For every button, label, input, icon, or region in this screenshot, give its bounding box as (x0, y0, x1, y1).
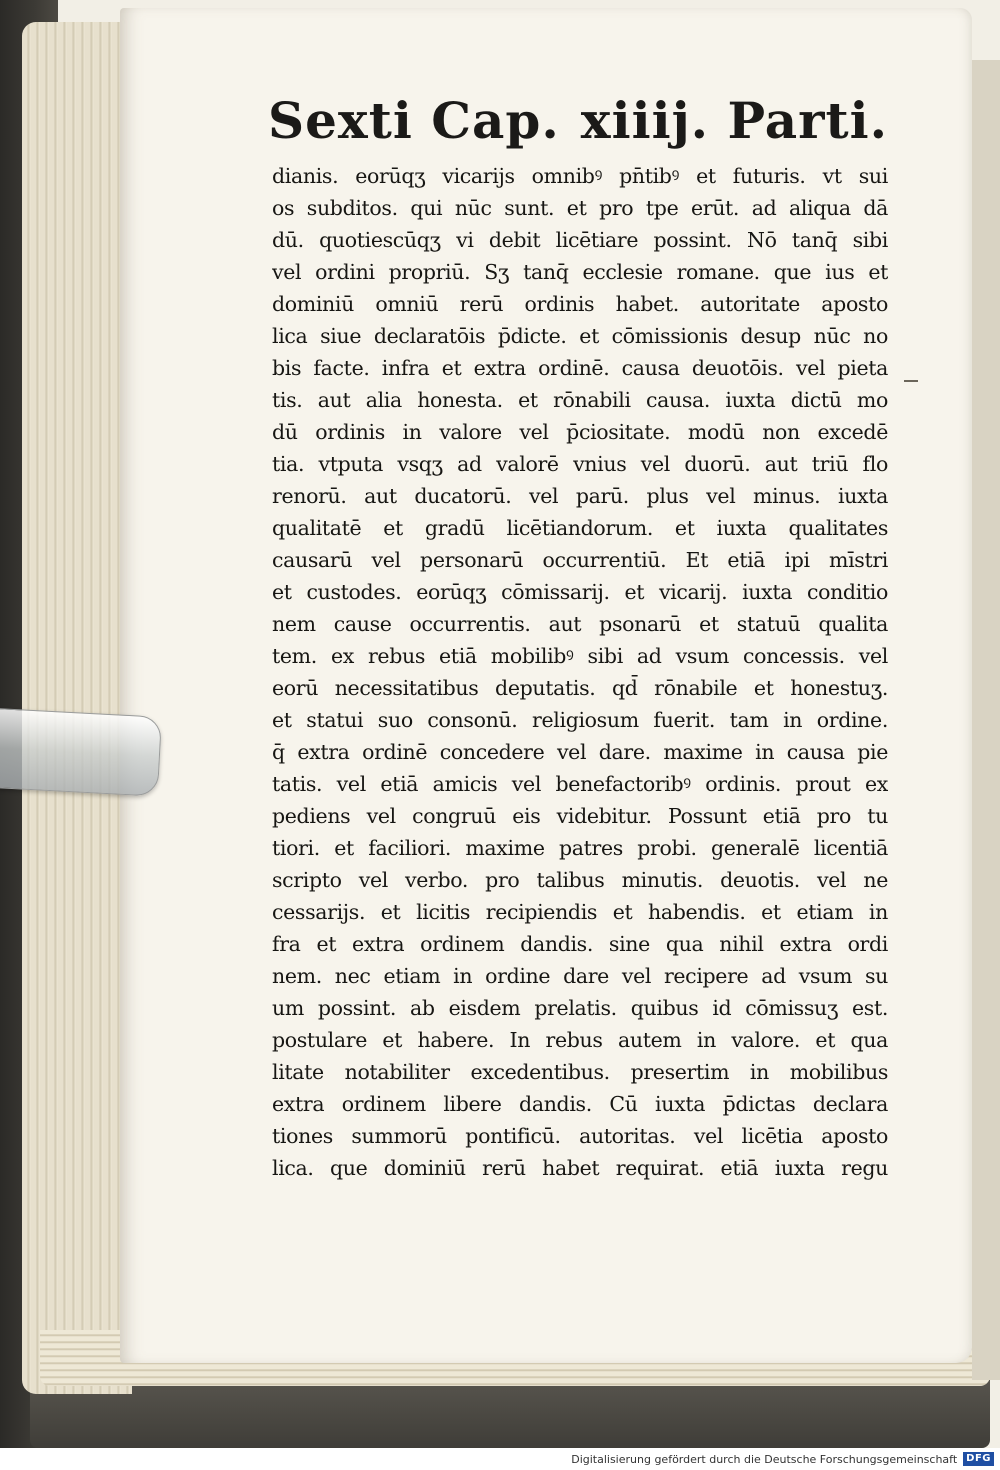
text-line: postulare et habere. In rebus autem in valore. et qua (272, 1028, 888, 1052)
text-line: eorū necessitatibus deputatis. qd̄ rōnabile et honestuʒ. (272, 676, 888, 700)
footer-credit-text: Digitalisierung gefördert durch die Deutsche Forschungsgemeinschaft (571, 1452, 958, 1466)
body-text (272, 160, 888, 1180)
text-line: bis facte. infra et extra ordinē. causa deuotōis. vel pieta (272, 356, 888, 380)
text-line: dianis. eorūqʒ vicarijs omnibꝰ pn̄tibꝰ et futuris. vt sui (272, 164, 888, 188)
text-line: um possint. ab eisdem prelatis. quibus id cōmissuʒ est. (272, 996, 888, 1020)
text-line: nem cause occurrentis. aut psonarū et statuū qualita (272, 612, 888, 636)
text-line: nem. nec etiam in ordine dare vel recipere ad vsum su (272, 964, 888, 988)
text-line: pediens vel congruū eis videbitur. Possunt etiā pro tu (272, 804, 888, 828)
page-edges-stack (22, 22, 132, 1394)
text-line: q̄ extra ordinē concedere vel dare. maxime in causa pie (272, 740, 888, 764)
bookmark-clip (0, 707, 162, 796)
text-line: tia. vtputa vsqʒ ad valorē vnius vel duorū. aut triū flo (272, 452, 888, 476)
text-line: lica. que dominiū rerū habet requirat. etiā iuxta regu (272, 1156, 888, 1180)
text-line: fra et extra ordinem dandis. sine qua nihil extra ordi (272, 932, 888, 956)
text-line: qualitatē et gradū licētiandorum. et iuxta qualitates (272, 516, 888, 540)
running-header-left: Sexti Cap. (268, 91, 560, 150)
text-line: cessarijs. et licitis recipiendis et habendis. et etiam in (272, 900, 888, 924)
text-line: tem. ex rebus etiā mobilibꝰ sibi ad vsum concessis. vel (272, 644, 888, 668)
running-header-right: xiiij. Parti. (580, 91, 888, 150)
text-line: scripto vel verbo. pro talibus minutis. deuotis. vel ne (272, 868, 888, 892)
footer-credit-bar (0, 1448, 1000, 1470)
text-line: dū ordinis in valore vel p̄ciositate. modū non excedē (272, 420, 888, 444)
text-line: et statui suo consonū. religiosum fuerit. tam in ordine. (272, 708, 888, 732)
text-line: vel ordini propriū. Sʒ tanq̄ ecclesie romane. que ius et (272, 260, 888, 284)
text-line: tis. aut alia honesta. et rōnabili causa. iuxta dictū mo (272, 388, 888, 412)
text-line: renorū. aut ducatorū. vel parū. plus vel minus. iuxta (272, 484, 888, 508)
text-line: causarū vel personarū occurrentiū. Et etiā ipi mīstri (272, 548, 888, 572)
text-line: dū. quotiescūqʒ vi debit licētiare possint. Nō tanq̄ sibi (272, 228, 888, 252)
facing-page-edge (972, 60, 1000, 1380)
text-line: litate notabiliter excedentibus. presertim in mobilibus (272, 1060, 888, 1084)
text-line: os subditos. qui nūc sunt. et pro tpe erūt. ad aliqua dā (272, 196, 888, 220)
text-line: tatis. vel etiā amicis vel benefactoribꝰ ordinis. prout ex (272, 772, 888, 796)
dfg-logo-icon: DFG (963, 1452, 994, 1466)
text-line: tiori. et faciliori. maxime patres probi. generalē licentiā (272, 836, 888, 860)
text-line: et custodes. eorūqʒ cōmissarij. et vicarij. iuxta conditio (272, 580, 888, 604)
text-line: lica siue declaratōis p̄dicte. et cōmissionis desup nūc no (272, 324, 888, 348)
text-line: dominiū omniū rerū ordinis habet. autoritate aposto (272, 292, 888, 316)
text-line: extra ordinem libere dandis. Cū iuxta p̄dictas declara (272, 1092, 888, 1116)
text-line: tiones summorū pontificū. autoritas. vel licētia aposto (272, 1124, 888, 1148)
running-header (268, 86, 888, 156)
margin-mark (904, 380, 918, 382)
